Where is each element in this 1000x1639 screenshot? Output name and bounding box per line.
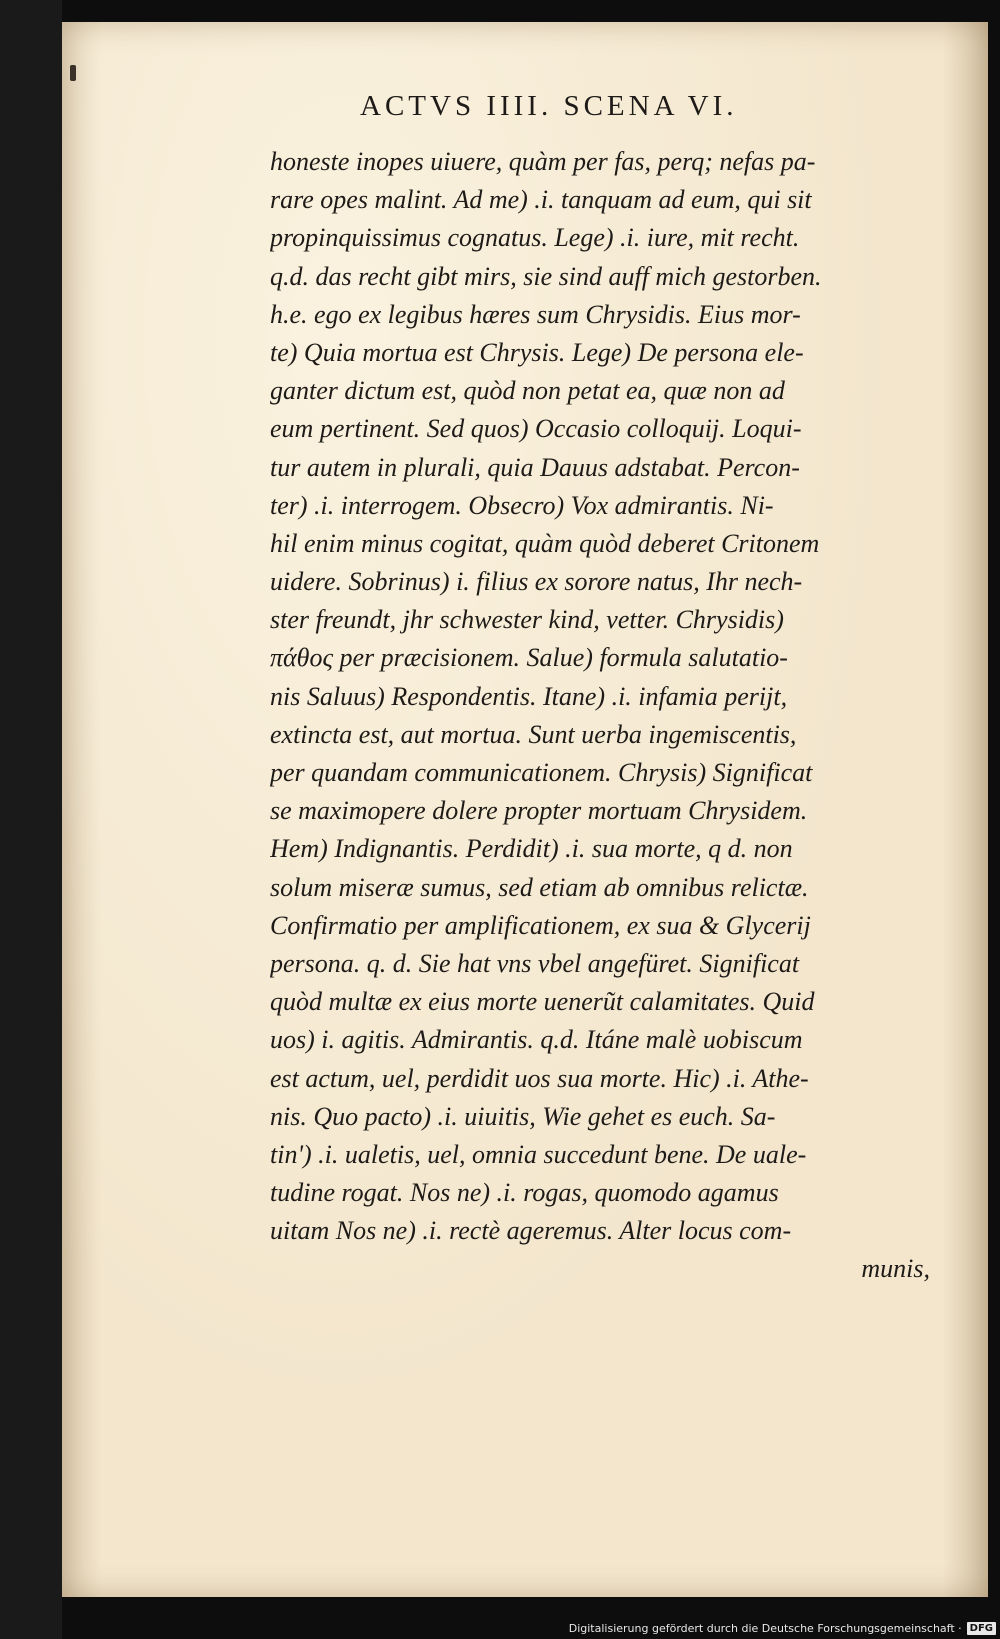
text-line: persona. q. d. Sie hat vns vbel angefüret. Significat bbox=[270, 948, 800, 978]
binding-mark bbox=[70, 65, 76, 81]
text-line: tur autem in plurali, quia Dauus adstabat. Percon- bbox=[270, 452, 800, 482]
text-line: rare opes malint. Ad me) .i. tanquam ad eum, qui sit bbox=[270, 185, 812, 215]
text-line: Confirmatio per amplificationem, ex sua & Glycerij bbox=[270, 910, 811, 940]
text-line: ter) .i. interrogem. Obsecro) Vox admirantis. Ni- bbox=[270, 490, 774, 520]
text-line: tudine rogat. Nos ne) .i. rogas, quomodo agamus bbox=[270, 1178, 779, 1208]
text-line: uidere. Sobrinus) i. filius ex sorore natus, Ihr nech- bbox=[270, 567, 803, 597]
text-line: se maximopere dolere propter mortuam Chrysidem. bbox=[270, 796, 808, 826]
text-line: πάθος per præcisionem. Salue) formula salutatio- bbox=[270, 643, 788, 673]
text-line: uitam Nos ne) .i. rectè ageremus. Alter locus com- bbox=[270, 1216, 792, 1246]
dfg-logo-icon: DFG bbox=[967, 1622, 996, 1635]
text-line: ganter dictum est, quòd non petat ea, quæ non ad bbox=[270, 376, 785, 406]
text-line: quòd multæ ex eius morte uenerũt calamitates. Quid bbox=[270, 987, 815, 1017]
text-line: q.d. das recht gibt mirs, sie sind auff mich gestorben. bbox=[270, 261, 822, 291]
text-line: nis. Quo pacto) .i. uiuitis, Wie gehet es euch. Sa- bbox=[270, 1101, 776, 1131]
text-line: Hem) Indignantis. Perdidit) .i. sua morte, q d. non bbox=[270, 834, 793, 864]
text-line: eum pertinent. Sed quos) Occasio colloquij. Loqui- bbox=[270, 414, 802, 444]
text-line: nis Saluus) Respondentis. Itane) .i. infamia perijt, bbox=[270, 681, 788, 711]
text-line: ster freundt, jhr schwester kind, vetter. Chrysidis) bbox=[270, 605, 784, 635]
commentary-text bbox=[270, 143, 970, 1289]
text-line: est actum, uel, perdidit uos sua morte. Hic) .i. Athe- bbox=[270, 1063, 809, 1093]
scan-border bbox=[0, 0, 62, 1639]
text-line: honeste inopes uiuere, quàm per fas, perq; nefas pa- bbox=[270, 147, 816, 176]
running-header: ACTVS IIII. SCENA VI. bbox=[360, 90, 738, 122]
digitization-credit bbox=[569, 1622, 996, 1635]
catchword: munis, bbox=[861, 1254, 930, 1284]
text-line: hil enim minus cogitat, quàm quòd deberet Critonem bbox=[270, 528, 820, 558]
text-line: h.e. ego ex legibus hæres sum Chrysidis. Eius mor- bbox=[270, 299, 801, 329]
text-line: tin') .i. ualetis, uel, omnia succedunt bene. De uale- bbox=[270, 1139, 807, 1169]
text-line: solum miseræ sumus, sed etiam ab omnibus relictæ. bbox=[270, 872, 809, 902]
text-line: extincta est, aut mortua. Sunt uerba ingemiscentis, bbox=[270, 719, 797, 749]
credit-text: Digitalisierung gefördert durch die Deutsche Forschungsgemeinschaft · bbox=[568, 1622, 962, 1635]
text-line: per quandam communicationem. Chrysis) Significat bbox=[270, 758, 813, 787]
text-line: uos) i. agitis. Admirantis. q.d. Itáne malè uobiscum bbox=[270, 1025, 803, 1055]
text-line: propinquissimus cognatus. Lege) .i. iure, mit recht. bbox=[270, 223, 800, 253]
text-line: te) Quia mortua est Chrysis. Lege) De persona ele- bbox=[270, 337, 804, 367]
